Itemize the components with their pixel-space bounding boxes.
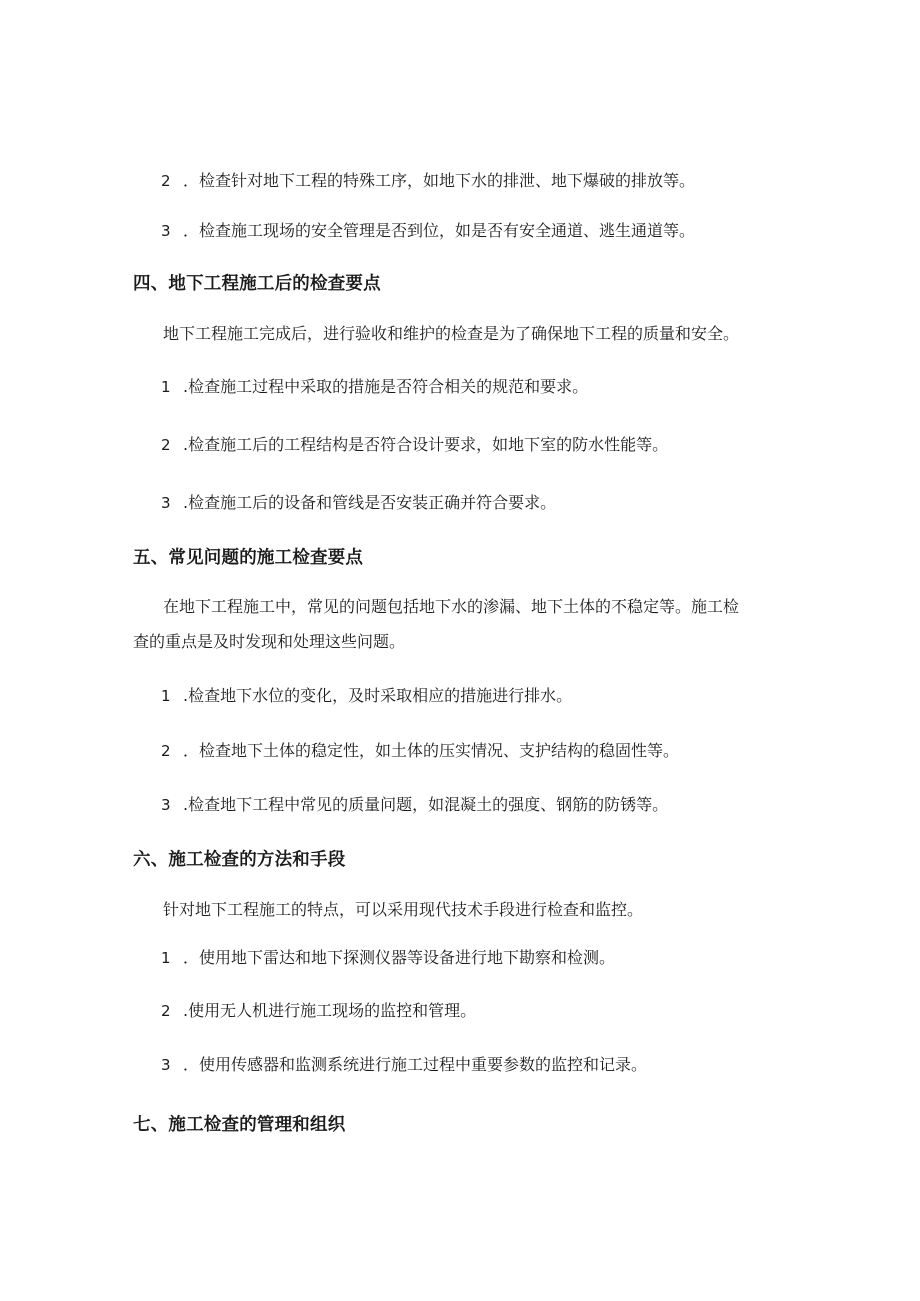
list-item-text: ．检查施工现场的安全管理是否到位，如是否有安全通道、逃生通道等。	[183, 221, 696, 240]
list-item-number: 2	[161, 172, 171, 190]
list-item-text: .检查地下工程中常见的质量问题，如混凝土的强度、钢筋的防锈等。	[183, 795, 669, 814]
paragraph-line: 在地下工程施工中，常见的问题包括地下水的渗漏、地下土体的不稳定等。施工检	[163, 597, 740, 616]
paragraph: 地下工程施工完成后，进行验收和维护的检查是为了确保地下工程的质量和安全。	[163, 324, 740, 343]
list-item	[161, 948, 615, 968]
section-heading: 六、施工检查的方法和手段	[133, 850, 346, 870]
list-item-text: .检查地下水位的变化，及时采取相应的措施进行排水。	[183, 686, 573, 705]
list-item	[161, 221, 695, 241]
list-item-number: 3	[161, 796, 171, 814]
list-item	[161, 1001, 476, 1021]
list-item-text: .检查施工过程中采取的措施是否符合相关的规范和要求。	[183, 377, 589, 396]
section-heading: 七、施工检查的管理和组织	[133, 1115, 346, 1135]
list-item-text: ．使用传感器和监测系统进行施工过程中重要参数的监控和记录。	[183, 1055, 648, 1074]
list-item-number: 2	[161, 742, 171, 760]
list-item-number: 3	[161, 222, 171, 240]
list-item	[161, 1055, 647, 1075]
list-item-text: ．检查针对地下工程的特殊工序，如地下水的排泄、地下爆破的排放等。	[183, 171, 696, 190]
list-item	[161, 741, 679, 761]
list-item	[161, 377, 588, 397]
list-item-text: ．使用地下雷达和地下探测仪器等设备进行地下勘察和检测。	[183, 948, 616, 967]
list-item	[161, 171, 695, 191]
list-item-number: 1	[161, 378, 171, 396]
list-item-text: ．检查地下土体的稳定性，如土体的压实情况、支护结构的稳固性等。	[183, 741, 680, 760]
list-item-text: .检查施工后的工程结构是否符合设计要求，如地下室的防水性能等。	[183, 435, 669, 454]
paragraph: 针对地下工程施工的特点，可以采用现代技术手段进行检查和监控。	[163, 900, 644, 919]
list-item-number: 1	[161, 687, 171, 705]
list-item	[161, 435, 668, 455]
list-item-number: 3	[161, 494, 171, 512]
list-item-text: .使用无人机进行施工现场的监控和管理。	[183, 1001, 477, 1020]
paragraph-line: 查的重点是及时发现和处理这些问题。	[133, 632, 406, 651]
list-item-number: 2	[161, 1002, 171, 1020]
list-item	[161, 493, 556, 513]
list-item-number: 3	[161, 1056, 171, 1074]
list-item-text: .检查施工后的设备和管线是否安装正确并符合要求。	[183, 493, 557, 512]
list-item	[161, 795, 668, 815]
section-heading: 四、地下工程施工后的检查要点	[133, 274, 381, 294]
section-heading: 五、常见问题的施工检查要点	[133, 548, 364, 568]
list-item	[161, 686, 572, 706]
list-item-number: 2	[161, 436, 171, 454]
list-item-number: 1	[161, 949, 171, 967]
